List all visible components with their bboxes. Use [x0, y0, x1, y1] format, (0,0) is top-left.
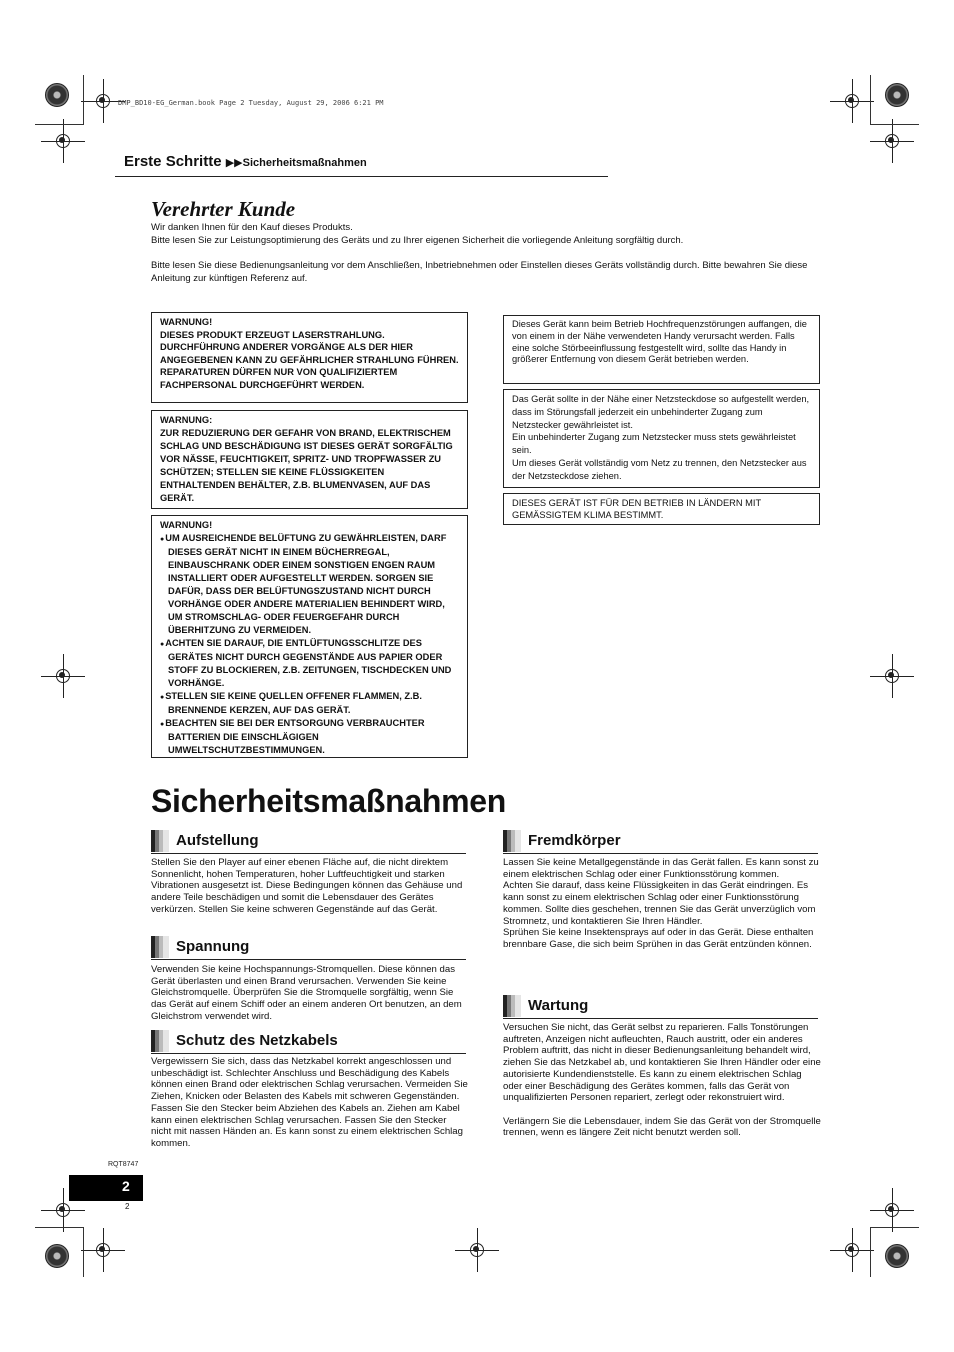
breadcrumb	[124, 153, 367, 170]
warning-box-ventilation	[151, 515, 468, 758]
warning-box-laser	[151, 312, 468, 403]
notice-text: Um dieses Gerät vollständig vom Netz zu trennen, den Netzstecker aus der Netzsteckdose ziehen.	[512, 457, 807, 481]
warning-list-item: ● ACHTEN SIE DARAUF, DIE ENTLÜFTUNGSSCHLITZE DES GERÄTES NICHT DURCH GEGENSTÄNDE AUS PAPIER ODER STOFF ZU BLOCKIEREN, Z.B. ZEITUNGEN, TISCHDECKEN UND VORHÄNGE.	[160, 637, 459, 690]
greeting-title: Verehrter Kunde	[151, 197, 296, 221]
section-header-wartung	[503, 994, 818, 1019]
notice-box-climate	[503, 493, 820, 525]
section-text: Lassen Sie keine Metallgegenstände in das Gerät fallen. Es kann sonst zu einem elektrischen Schlag oder einer Funktionsstörung kommen.	[503, 857, 819, 880]
section-bar-icon	[151, 830, 169, 852]
page-title: Sicherheitsmaßnahmen	[151, 783, 507, 819]
page-number-small: 2	[125, 1202, 130, 1211]
warning-title: WARNUNG!	[160, 317, 213, 327]
warning-list-item: ● UM AUSREICHENDE BELÜFTUNG ZU GEWÄHRLEISTEN, DARF DIESES GERÄT NICHT IN EINEM BÜCHERREGAL, EINBAUSCHRANK ODER EINEM SONSTIGEN ENGEN RAUM INSTALLIERT ODER AUFGESTELLT WERDEN. SORGEN SIE DAFÜR, DASS DER BELÜFTUNGSZUSTAND NICHT DURCH VORHÄNGE ODER ANDERE MATERIALIEN BEHINDERT WIRD, UM STROMSCHLAG- ODER FEUERGEFAHR DURCH ÜBERHITZUNG ZU VERMEIDEN.	[160, 532, 459, 637]
trim-line	[870, 75, 871, 125]
section-title: Spannung	[176, 938, 250, 955]
trim-line	[83, 75, 84, 125]
section-title: Wartung	[528, 997, 589, 1014]
greeting-line: Bitte lesen Sie diese Bedienungsanleitung vor dem Anschließen, Inbetriebnehmen oder Einstellen dieses Geräts vollständig durch. Bitte bewahren Sie diese Anleitung zur künftigen Referenz auf.	[151, 260, 808, 284]
notice-text: Ein unbehinderter Zugang zum Netzstecker muss stets gewährleistet sein.	[512, 432, 796, 456]
warning-list	[160, 532, 459, 757]
warning-text: ZUR REDUZIERUNG DER GEFAHR VON BRAND, ELEKTRISCHEM SCHLAG UND BESCHÄDIGUNG IST DIESES GERÄT SORGFÄLTIG VOR NÄSSE, FEUCHTIGKEIT, SPRITZ- UND TROPFWASSER ZU SCHÜTZEN; STELLEN SIE KEINE FLÜSSIGKEITEN ENTHALTENDEN BEHÄLTER, Z.B. BLUMENVASEN, AUF DAS GERÄT.	[160, 428, 453, 503]
double-arrow-icon: ▶▶	[225, 157, 243, 169]
section-title: Aufstellung	[176, 832, 259, 849]
section-title: Fremdkörper	[528, 832, 621, 849]
trim-line	[35, 1227, 83, 1228]
notice-text: Dieses Gerät kann beim Betrieb Hochfrequenzstörungen auffangen, die von einem in der Nähe verwendeten Handy verursacht werden. Falls eine solche Störbeeinflussung festgestellt wird, sollte das Handy in größerer Entfernung von diesem Gerät betrieben werden.	[512, 319, 807, 365]
greeting-line: Bitte lesen Sie zur Leistungsoptimierung des Geräts und zu Ihrer eigenen Sicherheit die vorliegende Anleitung sorgfältig durch.	[151, 234, 684, 246]
trim-line	[871, 124, 919, 125]
section-text: Versuchen Sie nicht, das Gerät selbst zu reparieren. Falls Tonstörungen auftreten, Anzeigen nicht aufleuchten, Rauch austritt, oder ein anderes Problem auftritt, das nicht in dieser Bedienungsanleitung behandelt wird, ziehen Sie das Netzkabel ab, und kontaktieren Sie Ihren Händler oder eine autorisierte Kundendienststelle. Es kann zu einem elektrischen Schlag oder einer Beschädigung des Gerätes kommen, falls das Gerät von unqualifizierten Personen repariert, zerlegt oder rekonstruiert wird.	[503, 1022, 821, 1104]
section-bar-icon	[503, 995, 521, 1017]
breadcrumb-section: Sicherheitsmaßnahmen	[242, 157, 367, 169]
registration-disc-bottom-right	[885, 1244, 909, 1268]
notice-text: DIESES GERÄT IST FÜR DEN BETRIEB IN LÄNDERN MIT GEMÄSSIGTEM KLIMA BESTIMMT.	[512, 498, 761, 520]
registration-disc-top-left	[45, 83, 69, 107]
breadcrumb-chapter: Erste Schritte	[124, 153, 222, 170]
section-text: Fassen Sie den Stecker beim Abziehen des Kabels an. Ziehen am Kabel kann einen elektrischen Schlag verursachen. Fassen Sie den Stecker nicht mit nassen Händen an. Es kann sonst zu einem elektrischen Schlag kommen.	[151, 1102, 463, 1149]
trim-line	[83, 1227, 84, 1277]
trim-line	[35, 124, 83, 125]
notice-box-mains-plug	[503, 389, 820, 488]
section-header-spannung	[151, 935, 466, 960]
warning-list-item: ● BEACHTEN SIE BEI DER ENTSORGUNG VERBRAUCHTER BATTERIEN DIE EINSCHLÄGIGEN UMWELTSCHUTZBESTIMMUNGEN.	[160, 717, 459, 757]
warning-box-moisture	[151, 410, 468, 509]
section-text: Vergewissern Sie sich, dass das Netzkabel korrekt angeschlossen und unbeschädigt ist. Schlechter Anschluss und Beschädigung des Kabels können einen Brand oder elektrischen Schlag verursachen. Vermeiden Sie Ziehen, Knicken oder Belasten des Kabels mit schweren Gegenständen.	[151, 1056, 468, 1103]
greeting-line: Wir danken Ihnen für den Kauf dieses Produkts.	[151, 222, 353, 233]
notice-box-interference	[503, 315, 820, 384]
warning-title: WARNUNG:	[160, 415, 213, 425]
warning-text: DIESES PRODUKT ERZEUGT LASERSTRAHLUNG.	[160, 329, 385, 340]
notice-text: Das Gerät sollte in der Nähe einer Netzsteckdose so aufgestellt werden, dass im Störungsfall jederzeit ein unbehinderter Zugang zum Netzstecker gewährleistet ist.	[512, 394, 810, 430]
section-body-spannung	[151, 964, 469, 1023]
section-header-aufstellung	[151, 829, 466, 854]
warning-text: DURCHFÜHRUNG ANDERER VORGÄNGE ALS DER HIER ANGEGEBENEN KANN ZU GEFÄHRLICHER STRAHLUNG FÜHREN.	[160, 342, 459, 365]
section-bar-icon	[151, 936, 169, 958]
section-body-aufstellung	[151, 857, 469, 916]
section-text: Stellen Sie den Player auf einer ebenen Fläche auf, die nicht direktem Sonnenlicht, hohen Temperaturen, hoher Luftfeuchtigkeit und starken Vibrationen ausgesetzt ist. Diese Bedingungen können das Gehäuse und andere Teile beschädigen und somit die Lebensdauer des Gerätes verkürzen. Stellen Sie keine schweren Gegenstände auf das Gerät.	[151, 857, 463, 915]
warning-text: REPARATUREN DÜRFEN NUR VON QUALIFIZIERTEM FACHPERSONAL DURCHGEFÜHRT WERDEN.	[160, 367, 398, 390]
warning-title: WARNUNG!	[160, 520, 213, 530]
section-text: Achten Sie darauf, dass keine Flüssigkeiten in das Gerät eindringen. Es kann sonst zu einem elektrischen Schlag oder einer Funktionsstörung kommen. Sollte dies geschehen, trennen Sie das Gerät unverzüglich vom Stromnetz, und kontaktieren Sie Ihren Händler.	[503, 880, 816, 927]
section-text: Sprühen Sie keine Insektensprays auf oder in das Gerät. Diese enthalten brennbare Gase, die sich beim Sprühen in das Gerät entzünden können.	[503, 927, 814, 950]
section-title: Schutz des Netzkabels	[176, 1032, 338, 1049]
section-body-wartung	[503, 1022, 821, 1139]
section-body-netzkabel	[151, 1056, 469, 1150]
breadcrumb-divider	[115, 176, 608, 177]
greeting-text	[151, 222, 831, 285]
warning-list-item: ● STELLEN SIE KEINE QUELLEN OFFENER FLAMMEN, Z.B. BRENNENDE KERZEN, AUF DAS GERÄT.	[160, 690, 459, 717]
trim-line	[871, 1227, 919, 1228]
section-header-fremdkoerper	[503, 829, 818, 854]
trim-line	[870, 1227, 871, 1277]
section-bar-icon	[151, 1030, 169, 1052]
section-body-fremdkoerper	[503, 857, 821, 951]
section-text: Verlängern Sie die Lebensdauer, indem Sie das Gerät von der Stromquelle trennen, wenn es längere Zeit nicht benutzt werden soll.	[503, 1115, 821, 1139]
registration-disc-top-right	[885, 83, 909, 107]
page-number-tab	[69, 1175, 143, 1201]
section-header-netzkabel	[151, 1029, 466, 1054]
page-number: 2	[122, 1178, 130, 1194]
file-header: DMP_BD10-EG_German.book Page 2 Tuesday, August 29, 2006 6:21 PM	[118, 99, 384, 107]
section-bar-icon	[503, 830, 521, 852]
section-text: Verwenden Sie keine Hochspannungs-Stromquellen. Diese können das Gerät überlasten und einen Brand verursachen. Verwenden Sie keine Gleichstromquelle. Überprüfen Sie die Stromquelle sorgfältig, wenn Sie das Gerät auf einem Schiff oder an einem anderen Ort benutzen, an dem Gleichstrom verwendet wird.	[151, 964, 462, 1022]
registration-disc-bottom-left	[45, 1244, 69, 1268]
document-code: RQT8747	[108, 1161, 139, 1168]
